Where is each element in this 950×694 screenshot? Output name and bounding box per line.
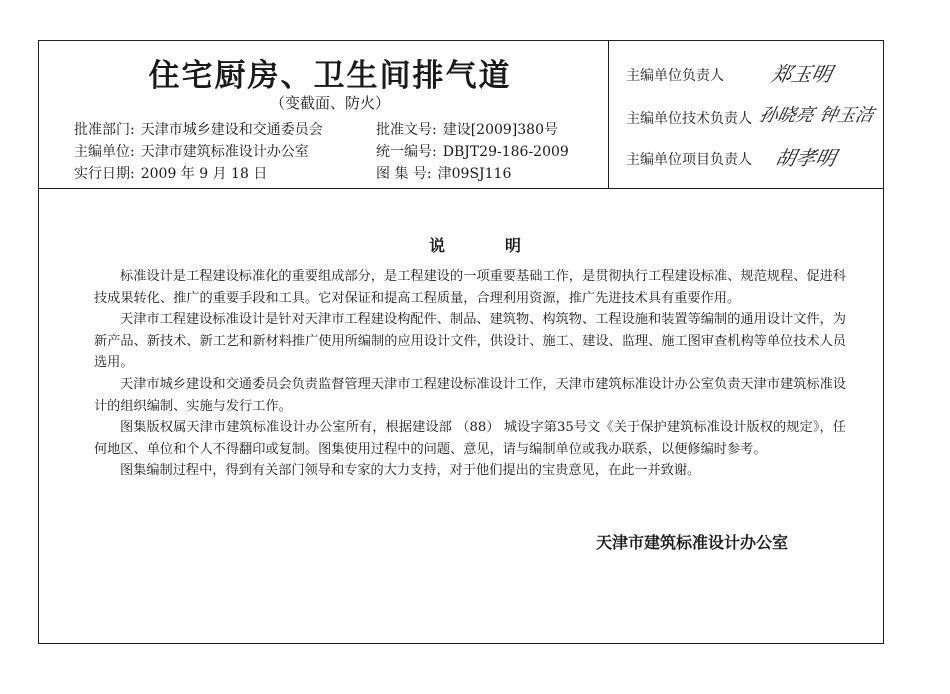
meta-key: 图 集 号: bbox=[376, 166, 432, 182]
meta-approval-number bbox=[376, 119, 558, 139]
paragraph: 天津市工程建设标准设计是针对天津市工程建设构配件、制品、建筑物、构筑物、工程设施和装置等编制的通用设计文件，为新产品、新技术、新工艺和新材料推广使用所编制的应用设计文件，供设计、施工、建设、监理、施工图审查机构等单位技术人员选用。 bbox=[94, 312, 846, 371]
responsible-technical-label: 主编单位技术负责人 bbox=[626, 111, 752, 127]
meta-atlas-number bbox=[376, 163, 511, 183]
signature-project: 胡孝明 bbox=[773, 146, 839, 170]
meta-key: 统一编号: bbox=[376, 144, 437, 160]
paragraph: 天津市城乡建设和交通委员会负责监督管理天津市工程建设标准设计工作，天津市建筑标准设计办公室负责天津市建筑标准设计的组织编制、实施与发行工作。 bbox=[94, 376, 846, 414]
section-title bbox=[0, 233, 950, 256]
paragraph: 图集版权属天津市建筑标准设计办公室所有，根据建设部 （88） 城设字第35号文《关于保护建筑标准设计版权的规定》，任何地区、单位和个人不得翻印或复制。图集使用过程中的问题、意见，请与编制单位或我办联系，以便修编时参考。 bbox=[94, 420, 846, 457]
meta-value: 建设[2009]380号 bbox=[442, 122, 558, 138]
signature-technical: 孙晓亮 钟玉洁 bbox=[757, 105, 876, 126]
responsible-project-label: 主编单位项目负责人 bbox=[626, 152, 752, 168]
description-body bbox=[94, 266, 846, 482]
meta-value: 津09SJ116 bbox=[437, 166, 512, 182]
meta-effective-date bbox=[74, 163, 267, 183]
responsible-chief-label: 主编单位负责人 bbox=[626, 68, 724, 84]
meta-approval-dept bbox=[74, 119, 323, 139]
atlas-title: 住宅厨房、卫生间排气道 bbox=[148, 58, 512, 94]
meta-key: 主编单位: bbox=[74, 144, 135, 160]
paragraph: 标准设计是工程建设标准化的重要组成部分，是工程建设的一项重要基础工作，是贯彻执行工程建设标准、规范规程、促进科技成果转化、推广的重要手段和工具。它对保证和提高工程质量，合理利用资源，推广先进技术具有重要作用。 bbox=[94, 269, 846, 306]
paragraph: 图集编制过程中，得到有关部门领导和专家的大力支持，对于他们提出的宝贵意见，在此一并致谢。 bbox=[120, 463, 701, 479]
section-title-left: 说 bbox=[428, 236, 445, 255]
meta-unified-number bbox=[376, 141, 569, 161]
signature-chief: 郑玉明 bbox=[769, 62, 835, 86]
meta-key: 批准部门: bbox=[74, 122, 135, 138]
meta-value: DBJT29-186-2009 bbox=[442, 144, 569, 160]
signoff-office: 天津市建筑标准设计办公室 bbox=[596, 533, 789, 552]
meta-value: 天津市建筑标准设计办公室 bbox=[140, 144, 309, 160]
atlas-subtitle: （变截面、防火） bbox=[269, 94, 390, 112]
section-title-right: 明 bbox=[505, 236, 522, 255]
meta-key: 批准文号: bbox=[376, 122, 437, 138]
meta-editor-unit bbox=[74, 141, 309, 161]
meta-value: 2009 年 9 月 18 日 bbox=[140, 166, 268, 182]
meta-key: 实行日期: bbox=[74, 166, 135, 182]
header-divider bbox=[38, 188, 884, 189]
meta-value: 天津市城乡建设和交通委员会 bbox=[140, 122, 323, 138]
